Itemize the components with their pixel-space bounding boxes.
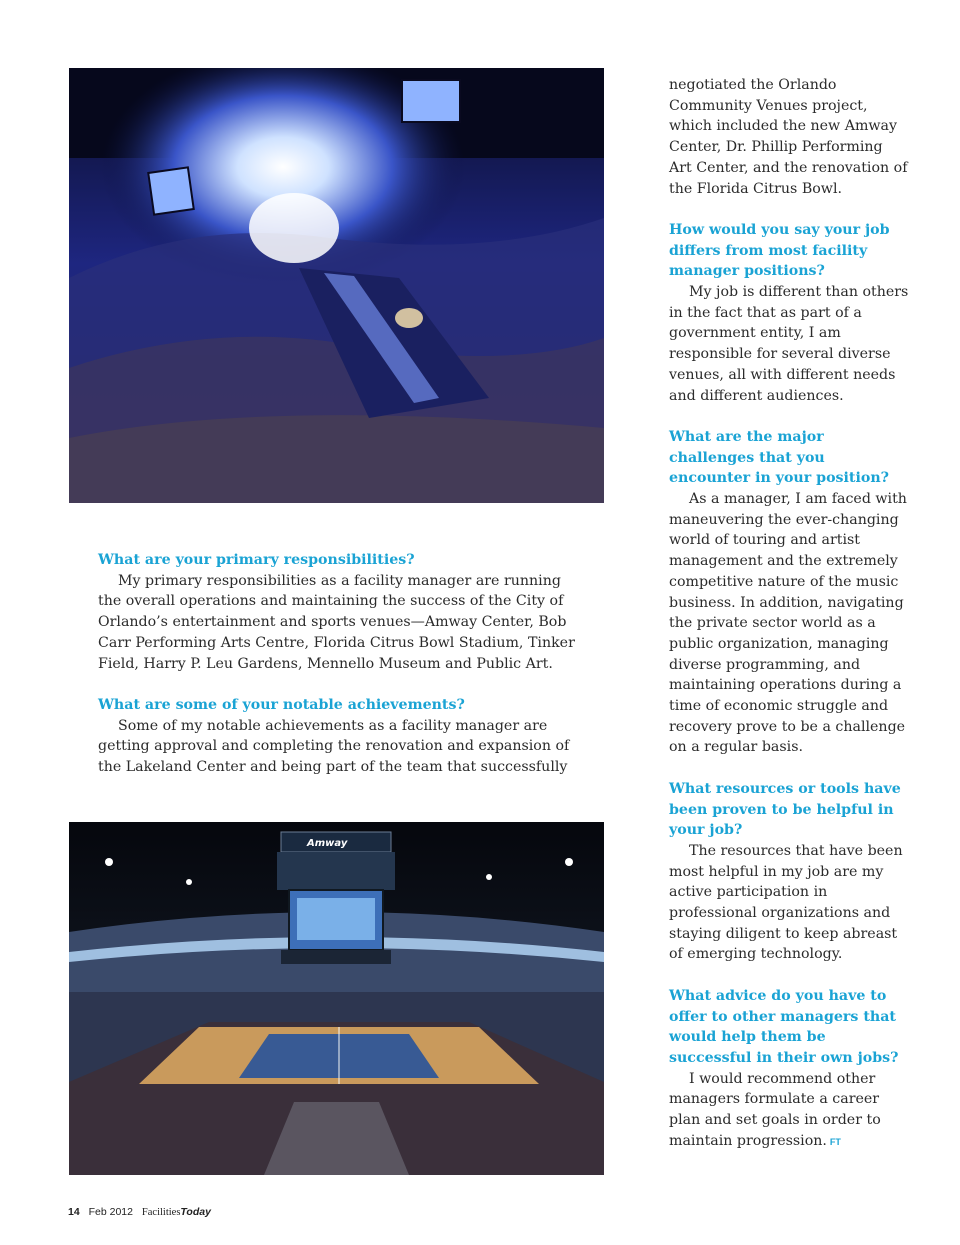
question-job-differs: How would you say your job differs from most facility manager positions? xyxy=(669,221,890,280)
answer-advice xyxy=(669,1069,909,1153)
right-column xyxy=(669,75,909,1153)
question-notable-achievements: What are some of your notable achievements? xyxy=(98,696,465,713)
question-major-challenges: What are the major challenges that you encounter in your position? xyxy=(669,428,889,487)
question-advice: What advice do you have to offer to other managers that would help them be successful in their own jobs? xyxy=(669,987,899,1066)
issue-date: Feb 2012 xyxy=(88,1206,133,1218)
page-footer xyxy=(68,1206,211,1218)
concert-photo xyxy=(69,68,604,503)
basketball-arena-photo xyxy=(69,822,604,1175)
answer-job-differs: My job is different than others in the fact that as part of a government entity, I am responsible for several diverse venues, all with different needs and different audiences. xyxy=(669,284,909,404)
left-column xyxy=(98,550,588,778)
end-mark: FT xyxy=(829,1136,841,1147)
brand-name-part2: Today xyxy=(180,1206,211,1218)
question-primary-responsibilities: What are your primary responsibilities? xyxy=(98,552,415,568)
page-number: 14 xyxy=(68,1206,80,1218)
answer-notable-achievements: Some of my notable achievements as a facility manager are getting approval and completing the renovation and expansion of the Lakeland Center and being part of the team that successfully xyxy=(98,717,570,776)
answer-resources-tools: The resources that have been most helpful in my job are my active participation in professional organizations and staying diligent to keep abreast of emerging technology. xyxy=(669,842,903,963)
answer-major-challenges: As a manager, I am faced with maneuvering the ever-changing world of touring and artist management and the extremely competitive nature of the music business. In addition, navigating the private sector world as a public organization, managing diverse programming, and maintaining operations during a time of economic struggle and recovery prove to be a challenge on a regular basis. xyxy=(669,491,907,756)
arena-banner-text: Amway xyxy=(307,838,348,849)
question-resources-tools: What resources or tools have been proven to be helpful in your job? xyxy=(669,780,901,839)
answer-primary-responsibilities: My primary responsibilities as a facility manager are running the overall operations and maintaining the success of the City of Orlando’s entertainment and sports venues—Amway Center, Bob Carr Performing Arts Centre, Florida Citrus Bowl Stadium, Tinker Field, Harry P. Leu Gardens, Mennello Museum and Public Art. xyxy=(98,572,575,672)
brand-name-part1: Facilities xyxy=(141,1207,181,1218)
continued-text: negotiated the Orlando Community Venues project, which included the new Amway Center, Dr. Phillip Performing Art Center, and the renovation of the Florida Citrus Bowl. xyxy=(669,77,908,197)
answer-advice-text: I would recommend other managers formulate a career plan and set goals in order to maintain progression. xyxy=(669,1070,881,1149)
